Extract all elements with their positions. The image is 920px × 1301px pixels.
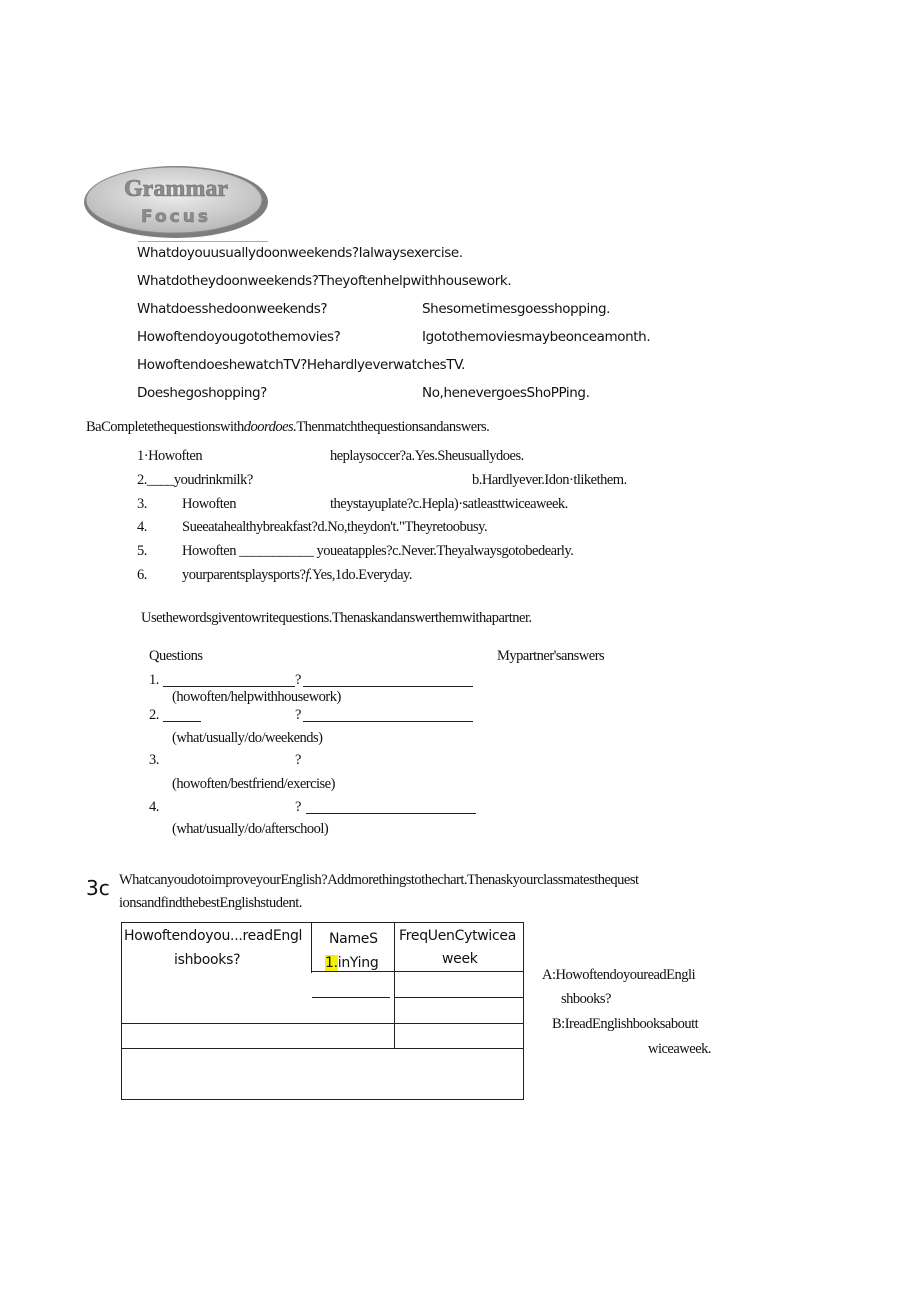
exercise-3a-instruction — [86, 419, 489, 436]
exercise-3a-instruction-post: Thenmatchthequestionsandanswers. — [296, 419, 490, 435]
chart-hline-1 — [312, 971, 524, 972]
exercise-3a-item-5-num: 5. — [137, 543, 147, 559]
exercise-3b-item-1-qmark: ? — [295, 672, 301, 688]
exercise-3a-instruction-pre: BaCompletethequestionswith — [86, 419, 244, 435]
exercise-3b-item-3-qmark: ? — [295, 752, 301, 768]
exercise-3a-item-4-num: 4. — [137, 519, 147, 535]
exercise-3b-col-questions: Questions — [149, 648, 203, 664]
chart-vline-col2 — [311, 923, 312, 973]
logo-text-grammar: Grammar — [124, 176, 228, 202]
exercise-3b-item-1-hint: (howoften/helpwithhousework) — [172, 689, 341, 705]
dialogue-b-line-1: B:IreadEnglishbooksaboutt — [552, 1016, 699, 1032]
exercise-3b-item-2-question-blank[interactable] — [163, 721, 201, 722]
grammar-row-6-question: Doeshegoshopping? — [137, 385, 267, 401]
exercise-3a-item-1-right: heplaysoccer?a.Yes.Sheusuallydoes. — [330, 448, 524, 464]
exercise-3b-item-2-hint: (what/usually/do/weekends) — [172, 730, 323, 746]
grammar-row-6-answer: No,henevergoesShoPPing. — [422, 385, 590, 401]
exercise-3b-item-3-hint: (howoften/bestfriend/exercise) — [172, 776, 335, 792]
grammar-row-4-answer: Igotothemoviesmaybeonceamonth. — [422, 329, 651, 345]
dialogue-a-line-1: A:HowoftendoyoureadEngli — [542, 967, 696, 983]
chart-hline-2a — [312, 997, 390, 998]
exercise-3b-instruction: Usethewordsgiventowritequestions.Thenaskandanswerthemwithapartner. — [141, 610, 532, 626]
exercise-3c-instruction-line-2: ionsandfindthebestEnglishstudent. — [119, 895, 302, 911]
dialogue-a-line-2: shbooks? — [561, 991, 611, 1007]
grammar-row-2-question: Whatdotheydoonweekends?Theyoftenhelpwithhousework. — [137, 273, 512, 289]
exercise-3b-item-2-qmark: ? — [295, 707, 301, 723]
exercise-3a-item-6-mid — [182, 567, 412, 584]
exercise-3a-item-3-num: 3. — [137, 496, 147, 512]
grammar-focus-logo — [80, 160, 272, 244]
dialogue-b-line-2: wiceaweek. — [648, 1041, 712, 1057]
chart-hline-4 — [122, 1048, 524, 1049]
chart-hline-3 — [122, 1023, 524, 1024]
logo-underline — [138, 241, 268, 242]
exercise-3a-item-5-mid: Howoften ___________ youeatapples?c.Never.Theyalwaysgotobedearly. — [182, 543, 574, 559]
exercise-3b-item-1-num: 1. — [149, 672, 159, 688]
exercise-3b-item-2-num: 2. — [149, 707, 159, 723]
chart-cell-name-1-number: 1. — [325, 955, 338, 971]
exercise-3a-item-2-left: 2.____youdrinkmilk? — [137, 472, 253, 488]
grammar-row-4-question: Howoftendoyougotothemovies? — [137, 329, 341, 345]
exercise-3c-label: 3c — [86, 876, 110, 900]
chart-header-activity-line-1: Howoftendoyou...readEngl — [124, 928, 303, 944]
exercise-3a-item-3-right: theystayuplate?c.Hepla)·satleasttwiceaweek. — [330, 496, 568, 512]
exercise-3a-item-6-pre: yourparentsplaysports? — [182, 567, 306, 583]
chart-header-frequency-line-1: FreqUenCytwicea — [399, 928, 516, 944]
exercise-3b-col-answers: Mypartner'sanswers — [497, 648, 605, 664]
exercise-3a-item-6-post: Yes,1do.Everyday. — [312, 567, 412, 583]
exercise-3a-item-6-num: 6. — [137, 567, 147, 583]
exercise-3c-instruction-line-1: WhatcanyoudotoimproveyourEnglish?Addmorethingstothechart.Thenaskyourclassmatesthequest — [119, 872, 639, 888]
exercise-3b-item-4-num: 4. — [149, 799, 159, 815]
exercise-3a-instruction-italic: doordoes. — [243, 419, 297, 435]
chart-cell-name-1-text: inYing — [337, 955, 379, 971]
exercise-3a-item-6-italic: f. — [305, 567, 313, 583]
exercise-3a-item-3-mid: Howoften — [182, 496, 236, 512]
exercise-3b-item-4-answer-blank[interactable] — [306, 813, 476, 814]
chart-cell-name-1 — [325, 955, 378, 971]
exercise-3b-item-1-answer-blank[interactable] — [303, 686, 473, 687]
chart-header-frequency-line-2: week — [442, 951, 478, 967]
chart-header-names: NameS — [329, 931, 378, 947]
exercise-3b-item-4-qmark: ? — [295, 799, 301, 815]
exercise-3b-item-2-answer-blank[interactable] — [303, 721, 473, 722]
chart-vline-col3 — [394, 923, 395, 1049]
exercise-3a-item-2-right: b.Hardlyever.Idon·tlikethem. — [472, 472, 627, 488]
exercise-3b-item-3-num: 3. — [149, 752, 159, 768]
exercise-3a-item-4-mid: Sueeatahealthybreakfast?d.No,theydon't."Theyretoobusy. — [182, 519, 488, 535]
exercise-3a-item-1-left: 1·Howoften — [137, 448, 203, 464]
chart-header-activity-line-2: ishbooks? — [174, 952, 241, 968]
logo-text-focus: Focus — [141, 207, 211, 227]
grammar-row-3-question: Whatdoesshedoonweekends? — [137, 301, 328, 317]
grammar-row-1-question: Whatdoyouusuallydoonweekends?Ialwaysexercise. — [137, 245, 463, 261]
exercise-3b-item-1-question-blank[interactable] — [163, 686, 295, 687]
exercise-3b-item-4-hint: (what/usually/do/afterschool) — [172, 821, 329, 837]
chart-hline-2b — [394, 997, 524, 998]
grammar-row-5-question: HowoftendoeshewatchTV?HehardlyeverwatchesTV. — [137, 357, 466, 373]
grammar-row-3-answer: Shesometimesgoesshopping. — [422, 301, 611, 317]
english-survey-chart — [121, 922, 524, 1100]
